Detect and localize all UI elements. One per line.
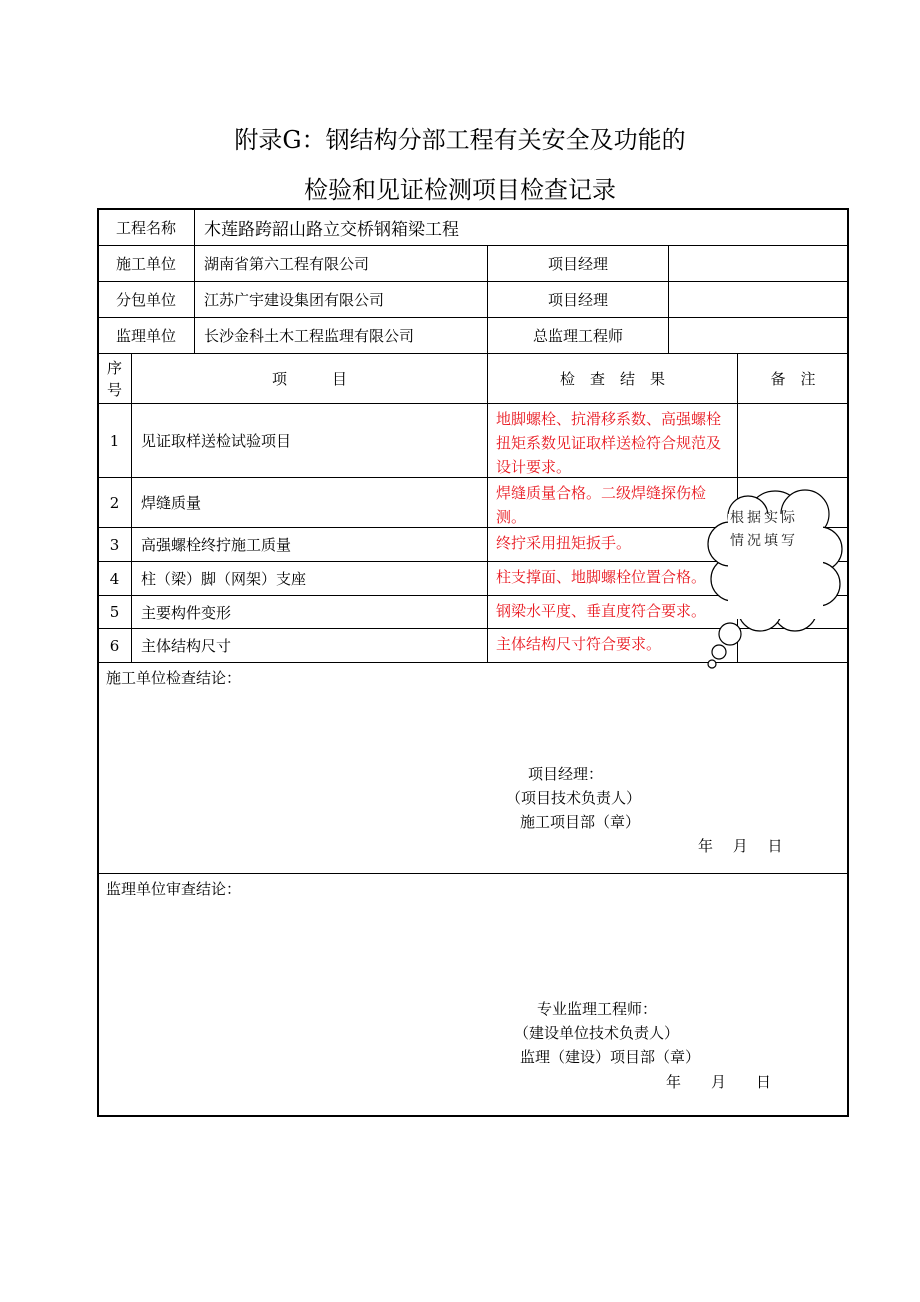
row-result: 焊缝质量合格。二级焊缝探伤检测。 [487,477,738,528]
row-item: 焊缝质量 [131,477,488,528]
contractor-person [668,245,849,282]
header-seq: 序号 [97,353,132,404]
row-item: 见证取样送检试验项目 [131,403,488,478]
contractor-sign-manager: 项目经理： [528,765,604,783]
row-result: 地脚螺栓、抗滑移系数、高强螺栓扭矩系数见证取样送检符合规范及设计要求。 [487,403,738,478]
contractor-sign-tech: （项目技术负责人） [506,789,642,807]
supervisor-sign-dept: 监理（建设）项目部（章） [520,1048,701,1066]
contractor-sign-dept: 施工项目部（章） [520,813,641,831]
supervisor-sign-tech: （建设单位技术负责人） [514,1024,680,1042]
row-result: 终拧采用扭矩扳手。 [487,527,738,562]
header-remark: 备 注 [737,353,849,404]
contractor-label: 施工单位 [97,245,195,282]
row-item: 主要构件变形 [131,595,488,629]
project-name: 木莲路跨韶山路立交桥钢箱梁工程 [194,208,849,246]
supervisor-date: 年 月 日 [666,1073,772,1091]
contractor-date: 年 月 日 [698,837,783,855]
row-seq: 3 [97,527,132,562]
header-result: 检 查 结 果 [487,353,738,404]
row-item: 柱（梁）脚（网架）支座 [131,561,488,596]
callout-text: 根据实际情况填写 [730,510,798,549]
row-item: 主体结构尺寸 [131,628,488,663]
cloud-callout-icon [700,474,850,674]
row-seq: 1 [97,403,132,478]
row-seq: 6 [97,628,132,663]
header-item: 项 目 [131,353,488,404]
subcontractor: 江苏广宇建设集团有限公司 [194,281,488,318]
subcontractor-person [668,281,849,318]
row-seq: 5 [97,595,132,629]
subcontractor-label: 分包单位 [97,281,195,318]
contractor-role: 项目经理 [487,245,669,282]
supervisor-role: 总监理工程师 [487,317,669,354]
subcontractor-role: 项目经理 [487,281,669,318]
supervisor-person [668,317,849,354]
row-item: 高强螺栓终拧施工质量 [131,527,488,562]
title-line-1: 附录G：钢结构分部工程有关安全及功能的 [234,126,686,154]
contractor: 湖南省第六工程有限公司 [194,245,488,282]
supervisor-label: 监理单位 [97,317,195,354]
row-result: 钢梁水平度、垂直度符合要求。 [487,595,738,629]
row-remark [737,403,849,478]
row-seq: 4 [97,561,132,596]
row-seq: 2 [97,477,132,528]
row-result: 主体结构尺寸符合要求。 [487,628,738,663]
supervisor: 长沙金科土木工程监理有限公司 [194,317,488,354]
project-name-label: 工程名称 [97,208,195,246]
supervisor-sign-engineer: 专业监理工程师： [537,1000,658,1018]
title-line-2: 检验和见证检测项目检查记录 [304,176,616,204]
row-result: 柱支撑面、地脚螺栓位置合格。 [487,561,738,596]
contractor-conclusion-label: 施工单位检查结论： [106,669,242,687]
supervisor-conclusion-label: 监理单位审查结论： [106,880,242,898]
